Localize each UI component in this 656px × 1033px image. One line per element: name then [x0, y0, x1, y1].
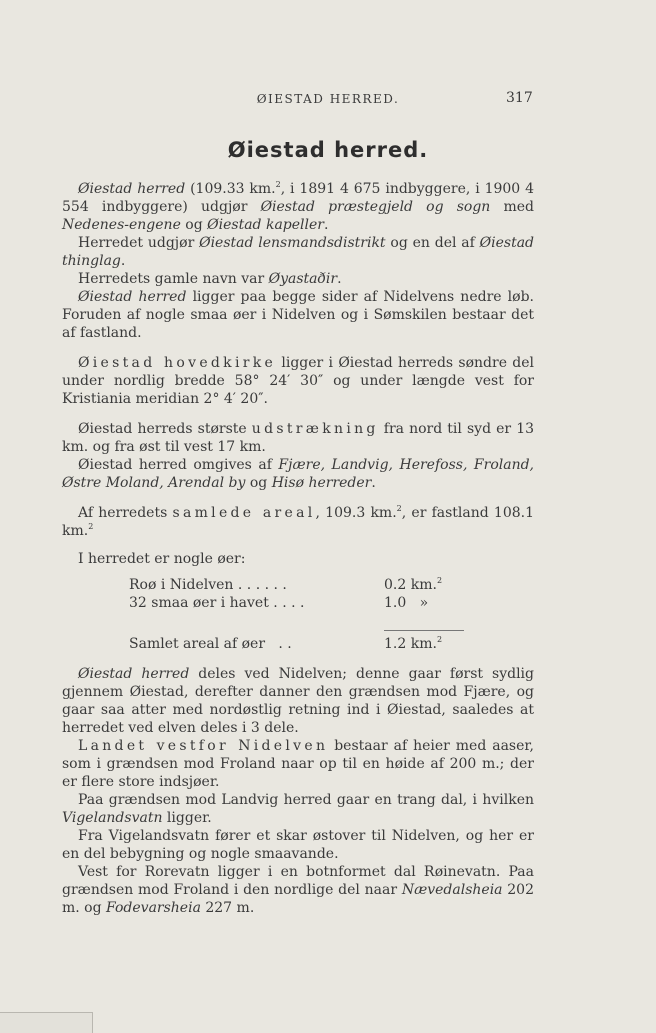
old-name-paragraph: Herredets gamle navn var Øyastaðir.	[78, 271, 342, 287]
deles-paragraph: Øiestad herred deles ved Nidelven; denne gaar først sydlig gjennem Øiestad, derefter danner den grændsen mod Fjære, og gaar saa atter med nordøstlig retning ind i Øiestad, saaledes at herredet ved elven deles i 3 dele.	[62, 666, 534, 736]
islands-table	[129, 576, 464, 653]
areal-paragraph: Af herredets samlede areal, 109.3 km.$^2$, er fastland 108.1 km.$^2$	[62, 504, 534, 539]
table-row-sum: Samlet areal af øer . . 1.2 km.$^2$	[129, 635, 443, 652]
intro-paragraph: Øiestad herred (109.33 km.$^2$, i 1891 4 675 indbyggere, i 1900 4 554 indbyggere) udgjør Øiestad præstegjeld og sogn med Nedenes-engene og Øiestad kapeller.	[62, 180, 534, 233]
body-text	[62, 180, 534, 917]
lensmand-paragraph: Herredet udgjør Øiestad lensmandsdistrikt og en del af Øiestad thinglag.	[62, 235, 534, 269]
table-row: Roø i Nidelven . . . . . . 0.2 km.$^2$	[129, 576, 443, 593]
udstraekning-paragraph: Øiestad herreds største udstrækning fra nord til syd er 13 km. og fra øst til vest 17 km.	[62, 421, 535, 455]
rorevatn-paragraph: Vest for Rorevatn ligger i en botnformet dal Røinevatn. Paa grændsen mod Froland i den nordlige del naar Nævedalsheia 202 m. og Fodevarsheia 227 m.	[62, 864, 534, 916]
table-row: 32 smaa øer i havet . . . . 1.0 »	[129, 595, 429, 611]
page-edge-strip	[0, 1012, 93, 1033]
landvig-paragraph: Paa grændsen mod Landvig herred gaar en trang dal, i hvilken Vigelandsvatn ligger.	[62, 792, 534, 826]
hovedkirke-paragraph: Øiestad hovedkirke ligger i Øiestad herreds søndre del under nordlig bredde 58° 24′ 30″ og under længde vest for Kristiania meridian 2° 4′ 20″.	[62, 355, 535, 407]
page-number: 317	[506, 90, 533, 106]
oer-intro: I herredet er nogle øer:	[78, 551, 246, 567]
running-head: ØIESTAD HERRED.	[256, 92, 400, 106]
section-title: Øiestad herred.	[227, 138, 429, 162]
vigeland-paragraph: Fra Vigelandsvatn fører et skar østover til Nidelven, og her er en del bebygning og nogle smaavande.	[62, 828, 534, 862]
omgives-paragraph: Øiestad herred omgives af Fjære, Landvig, Herefoss, Froland, Østre Moland, Arendal by og Hisø herreder.	[62, 457, 534, 491]
intro-name: Øiestad herred	[78, 181, 186, 197]
nidelven-paragraph: Øiestad herred ligger paa begge sider af Nidelvens nedre løb. Foruden af nogle smaa øer i Nidelven og i Sømskilen bestaar det af fastland.	[62, 289, 535, 341]
landet-paragraph: Landet vestfor Nidelven bestaar af heier med aaser, som i grændsen mod Froland naar op til en høide af 200 m.; der er flere store indsjøer.	[62, 738, 534, 790]
